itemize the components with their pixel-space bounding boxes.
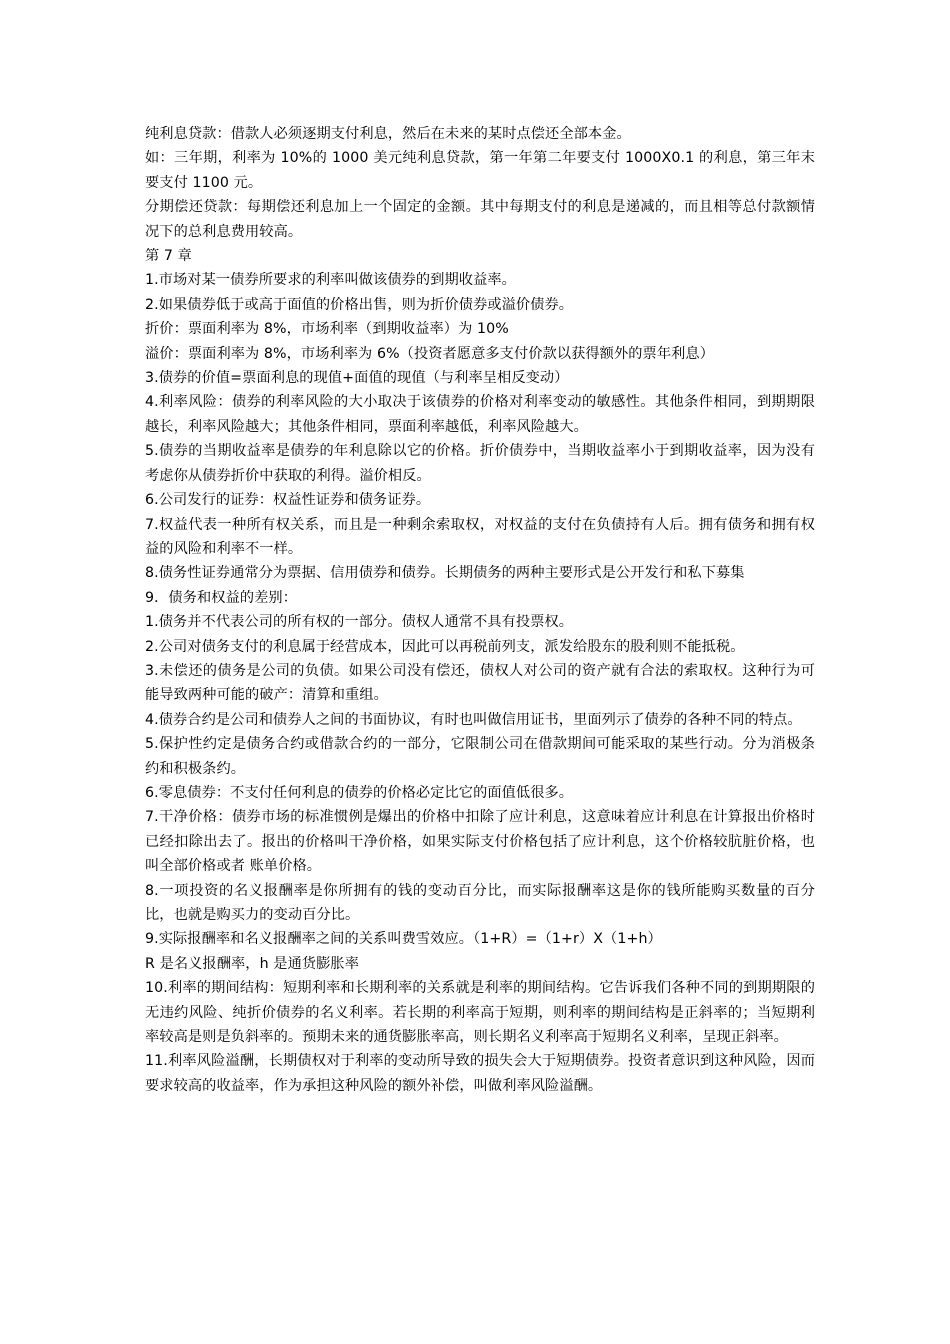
paragraph-formula-note: R 是名义报酬率，h 是通货膨胀率 <box>145 955 360 972</box>
paragraph-item: 11.利率风险溢酬，长期债权对于利率的变动所导致的损失会大于短期债券。投资者意识到这种风险，因而要求较高的收益率，作为承担这种风险的额外补偿，叫做利率风险溢酬。 <box>145 1053 815 1094</box>
paragraph-interest-example: 如：三年期，利率为 10%的 1000 美元纯利息贷款，第一年第二年要支付 1000X0.1 的利息，第三年末要支付 1100 元。 <box>145 150 815 191</box>
paragraph-item: 7.权益代表一种所有权关系，而且是一种剩余索取权，对权益的支付在负债持有人后。拥有债务和拥有权益的风险和利率不一样。 <box>145 516 815 557</box>
paragraph-item: 4.债券合约是公司和债券人之间的书面协议，有时也叫做信用证书，里面列示了债券的各种不同的特点。 <box>145 711 802 728</box>
paragraph-item: 1.债务并不代表公司的所有权的一部分。债权人通常不具有投票权。 <box>145 614 574 631</box>
paragraph-item: 1.市场对某一债券所要求的利率叫做该债券的到期收益率。 <box>145 272 516 289</box>
chapter-heading: 第 7 章 <box>145 248 192 265</box>
paragraph-item: 折价：票面利率为 8%，市场利率（到期收益率）为 10% <box>145 321 509 338</box>
paragraph-item: 6.公司发行的证券：权益性证券和债务证券。 <box>145 492 431 509</box>
paragraph-item: 3.债券的价值=票面利息的现值+面值的现值（与利率呈相反变动） <box>145 370 569 387</box>
paragraph-pure-interest-loan: 纯利息贷款：借款人必须逐期支付利息，然后在未来的某时点偿还全部本金。 <box>145 126 631 142</box>
paragraph-item: 10.利率的期间结构：短期利率和长期利率的关系就是利率的期间结构。它告诉我们各种不同的到期期限的无违约风险、纯折价债券的名义利率。若长期的利率高于短期，则利率的期间结构是正斜率的；当短期利率较高是则是负斜率的。预期未来的通货膨胀率高，则长期名义利率高于短期名义利率，呈现正斜率。 <box>145 980 815 1046</box>
paragraph-item: 8.一项投资的名义报酬率是你所拥有的钱的变动百分比，而实际报酬率这是你的钱所能购买数量的百分比，也就是购买力的变动百分比。 <box>145 882 815 923</box>
document-body <box>145 122 815 1098</box>
paragraph-amortized-loan: 分期偿还贷款：每期偿还利息加上一个固定的金额。其中每期支付的利息是递减的，而且相等总付款额情况下的总利息费用较高。 <box>145 199 815 240</box>
paragraph-item: 8.债务性证券通常分为票据、信用债券和债券。长期债务的两种主要形式是公开发行和私下募集 <box>145 565 745 582</box>
paragraph-item: 2.公司对债务支付的利息属于经营成本，因此可以再税前列支，派发给股东的股利则不能抵税。 <box>145 638 745 655</box>
paragraph-item: 7.干净价格：债券市场的标准惯例是爆出的价格中扣除了应计利息，这意味着应计利息在计算报出价格时已经扣除出去了。报出的价格叫干净价格，如果实际支付价格包括了应计利息，这个价格较肮脏价格，也叫全部价格或者 账单价格。 <box>145 809 815 875</box>
paragraph-item: 5.债券的当期收益率是债券的年利息除以它的价格。折价债券中，当期收益率小于到期收益率，因为没有考虑你从债券折价中获取的利得。溢价相反。 <box>145 443 815 484</box>
subheading-debt-vs-equity: 9．债务和权益的差别： <box>145 589 298 606</box>
paragraph-item: 3.未偿还的债务是公司的负债。如果公司没有偿还，债权人对公司的资产就有合法的索取权。这种行为可能导致两种可能的破产：清算和重组。 <box>145 662 815 704</box>
paragraph-item: 5.保护性约定是债务合约或借款合约的一部分，它限制公司在借款期间可能采取的某些行动。分为消极条约和积极条约。 <box>145 736 815 777</box>
paragraph-item: 4.利率风险：债券的利率风险的大小取决于该债券的价格对利率变动的敏感性。其他条件相同，到期期限越长，利率风险越大；其他条件相同，票面利率越低，利率风险越大。 <box>145 394 815 435</box>
paragraph-fisher-effect: 9.实际报酬率和名义报酬率之间的关系叫费雪效应。（1+R）=（1+r）X（1+h） <box>145 931 662 948</box>
paragraph-item: 2.如果债券低于或高于面值的价格出售，则为折价债券或溢价债券。 <box>145 296 574 313</box>
paragraph-item: 6.零息债券：不支付任何利息的债券的价格必定比它的面值低很多。 <box>145 784 574 801</box>
paragraph-item: 溢价：票面利率为 8%，市场利率为 6%（投资者愿意多支付价款以获得额外的票年利息） <box>145 345 714 362</box>
